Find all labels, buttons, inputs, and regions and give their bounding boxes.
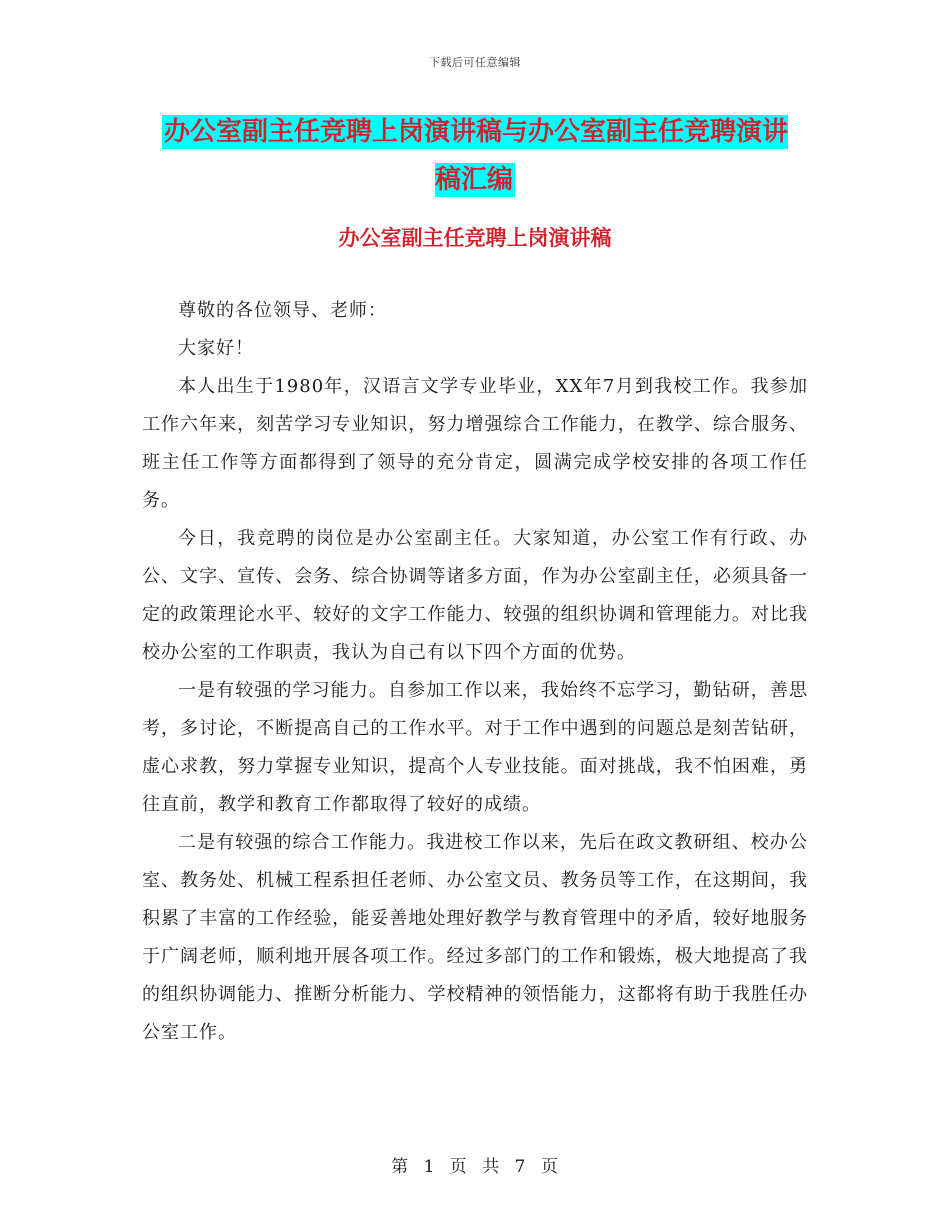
footer-total-prefix: 共 [482, 1157, 501, 1177]
footer-total-pages: 7 [514, 1157, 527, 1177]
header-note: 下载后可任意编辑 [429, 56, 521, 69]
footer-suffix: 页 [540, 1157, 559, 1177]
footer-prefix: 第 [391, 1157, 410, 1177]
section-title: 办公室副主任竞聘上岗演讲稿 [338, 226, 612, 250]
paragraph-strength-2: 二是有较强的综合工作能力。我进校工作以来，先后在政文教研组、校办公室、教务处、机械工程系担任老师、办公室文员、教务员等工作，在这期间，我积累了丰富的工作经验，能妥善地处理好教学与教育管理中的矛盾，较好地服务于广阔老师，顺利地开展各项工作。经过多部门的工作和锻炼，极大地提高了我的组织协调能力、推断分析能力、学校精神的领悟能力，这都将有助于我胜任办公室工作。 [142, 832, 808, 1043]
paragraph-intro: 本人出生于1980年，汉语言文学专业毕业，XX年7月到我校工作。我参加工作六年来，刻苦学习专业知识，努力增强综合工作能力，在教学、综合服务、班主任工作等方面都得到了领导的充分肯定，圆满完成学校安排的各项工作任务。 [142, 376, 808, 511]
salutation: 尊敬的各位领导、老师： [178, 300, 387, 321]
paragraph-position: 今日，我竞聘的岗位是办公室副主任。大家知道，办公室工作有行政、办公、文字、宣传、会务、综合协调等诸多方面，作为办公室副主任，必须具备一定的政策理论水平、较好的文字工作能力、较强的组织协调和管理能力。对比我校办公室的工作职责，我认为自己有以下四个方面的优势。 [142, 528, 808, 663]
document-title [150, 108, 800, 204]
document-title-text: 办公室副主任竞聘上岗演讲稿与办公室副主任竞聘演讲稿汇编 [163, 117, 788, 195]
greeting: 大家好！ [178, 338, 254, 359]
footer-mid: 页 [449, 1157, 468, 1177]
body-text [142, 292, 808, 1052]
paragraph-strength-1: 一是有较强的学习能力。自参加工作以来，我始终不忘学习，勤钻研，善思考，多讨论，不断提高自己的工作水平。对于工作中遇到的问题总是刻苦钻研，虚心求教，努力掌握专业知识，提高个人专业技能。面对挑战，我不怕困难，勇往直前，教学和教育工作都取得了较好的成绩。 [142, 680, 808, 815]
footer-current-page: 1 [423, 1157, 436, 1177]
page-footer [0, 1152, 950, 1177]
